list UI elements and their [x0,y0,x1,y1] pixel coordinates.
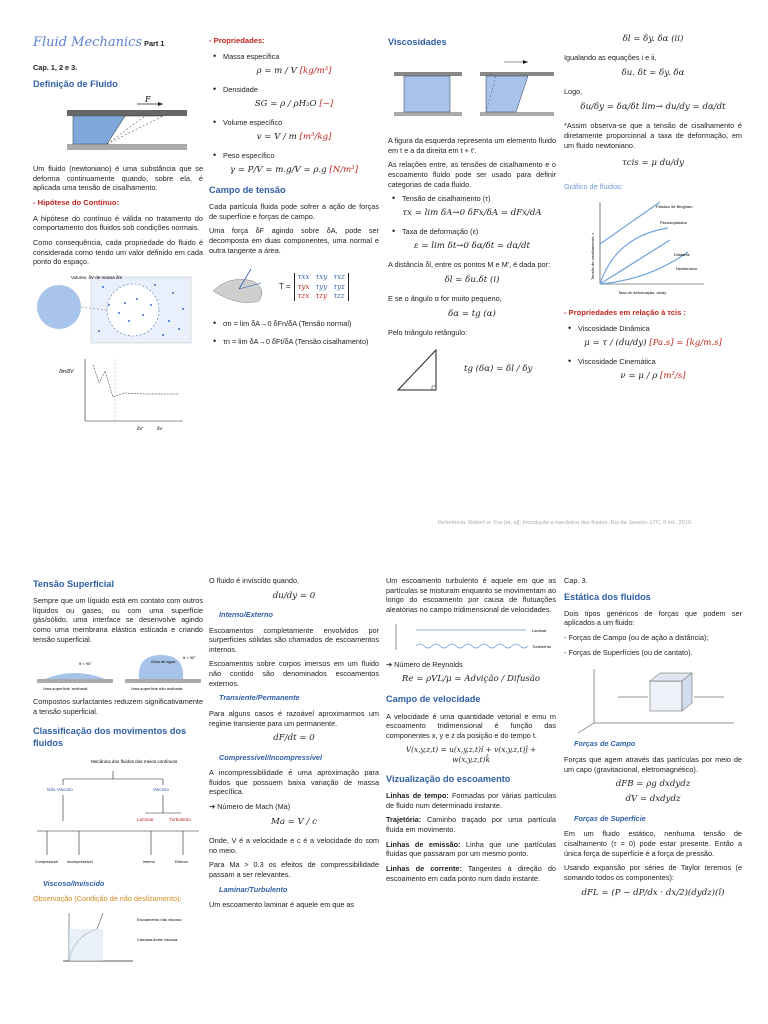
viz-term: Linhas de emissão: [386,839,461,849]
cv-text: A velocidade é uma quantidade vetorial e emu m escoamento tridimensional é função das componentes x, y e z da posição e do tempo t. [386,711,556,740]
lam-text: Um escoamento laminar é aquele em que as [209,900,355,910]
tensor-cell: τxx [297,273,310,282]
eq-v: V(x,y,z,t) = u(x,y,z,t)î + v(x,y,z,t)ĵ + w(x,y,z,t)k̂ [405,745,537,765]
equal-text: Igualando as equações i e ii, [564,53,657,63]
chapters: Cap. 1, 2 e 3. [33,63,78,73]
visc-cin-eq: ν = μ / ρ [620,370,658,381]
viz-def: Caminho traçado por uma partícula fluida em movimento. [386,815,556,835]
shear-figure [33,96,203,158]
visc-cin-unit: [m²/s] [660,370,686,381]
stress-tensor [294,273,349,301]
prop-formula: v = V / m [256,131,297,142]
drop-angle-2: θ > 90° [183,655,196,661]
eq-ii: δl = δy. δα (ii) [622,34,684,44]
tree-lam: Laminar [137,816,154,822]
bl-label-1: Escoamento não viscoso [137,917,182,923]
prop-item-3 [223,118,379,128]
curve-label-pseudo: Pseudoplástico [660,220,688,226]
curve-label-newton: Newtoniano [676,266,698,272]
visc-din: • Viscosidade Dinâmica [578,324,742,334]
reynolds-label: Número de Reynolds [394,659,463,669]
prop-formula: γ = P/V = m.g/V = ρ.g [229,164,327,175]
small-angle-text: E se o ângulo α for muito pequeno, [388,294,502,304]
tensor-cell: τzz [333,291,345,300]
tensor-cell: τzy [315,291,327,300]
continuum-figure [33,273,203,433]
viz-item-3 [386,840,556,859]
int-text: Escoamentos completamente envolvidos por surperficies sólidas são chamados de escoamentos internos. [209,625,379,654]
class-heading: Classificação dos movimentos dos fluidos [33,725,187,748]
eq-ma: Ma = V / c [271,816,317,827]
tensor-label: T = [279,281,291,291]
visc-inv-heading: Viscoso/Invíscido [43,878,105,888]
hyp-heading: - Hipótese do Contínuo: [33,197,120,207]
est-item-1: - Forças de Campo (ou de ação a distância); [564,633,709,643]
tensor-cell: τyz [333,282,345,291]
prop-eq-1 [209,66,379,77]
rel-heading: - Propriedades em relação à τcis : [564,308,686,318]
hyp-text-1: A hipótese do contínuo é válida no tratamento do comportamento dos fluidos sob condições normais. [33,213,203,233]
top-col-2 [209,34,379,350]
graph-ylabel: Tensão de cisalhamento, τ [590,233,595,281]
logo-text: Logo, [564,87,583,97]
prop-formula: ρ = m / V [256,65,297,76]
prop-item-1 [223,52,379,62]
visc-heading: Viscosidades [388,37,447,47]
visc-din-unit: [Pa.s] = [kg/m.s] [649,337,722,348]
tau-eq: • τn = lim δA→0 δFt/δA (Tensão cisalhamento) [223,337,379,347]
tree-incomp: Incompressível [67,859,93,864]
viz-term: Trajetória: [386,815,422,825]
viz-heading: Vizualização do escoamento [386,774,511,785]
prop-unit: [−] [319,98,334,109]
eq-re: Re = ρVL/μ = Advição / Difusão [401,674,541,685]
turb-text: Um escoamento turbulento é aquele em que as partículas se misturam enquanto se movimentam ao longo do escoamento por causa de flutuações aleatórias no campo tridimensional de velocidades. [386,576,556,614]
graph-xlabel: Taxa de deformação, du/dy [618,290,667,296]
eq-dfdt: dF/dt = 0 [273,733,315,744]
drop-label-water: Gota de água [151,659,176,665]
boundary-layer-figure [33,909,203,963]
dm-label: δm/δV [59,368,74,375]
visc-din-eq: μ = τ / (du/dy) [584,337,647,348]
title-row [33,34,203,51]
viz-def: Tangentes à direção do escoamento em cada ponto num dado instante. [386,863,556,883]
tree-int: Interno [143,859,155,864]
eq-i: δl = δu.δt (i) [444,274,500,285]
def-text: Um fluido (newtoniano) é uma substância que se deforma continuamente quando, sobre ela, é aplicada uma tensão de cisalhamento. [33,163,203,193]
obs-heading: Observação (Condição de não deslizamento): [33,894,182,904]
campo-text-1: Cada partícula fluida pode sofrer a ação de forças de superfície e forças de campo. [209,202,379,221]
visc-eq-2: ε = lim δt→0 δα/δt = dα/dt [414,240,530,251]
visc-cin-eq-row [564,371,742,382]
viz-def: Linha que une partículas fluidas que passaram por um mesmo ponto. [386,839,556,859]
tensor-cell: τyy [315,282,328,291]
volume-label: Volume, δV de massa δm [71,274,123,280]
triangle-row [388,344,556,396]
tree-comp: Compressível [35,859,59,864]
trans-text: Para alguns casos é razoável aproximarmos um regime transiente para um permanente. [209,708,379,728]
flow-figure [386,620,556,654]
visc-cin: • Viscosidade Cinemática [578,357,742,367]
eq-taylor: dFL = (P − dP/dx · dx/2)(dydz)(î) [581,887,725,898]
comp-heading: Compressível/Incompressível [219,752,323,762]
tensor-cell: τzx [297,291,310,300]
eq-limit: δu/δy = δα/δt lim→ du/dy = dα/dt [580,101,726,112]
drop-caption-1: Uma superfície 'molhada' [43,686,88,692]
ts-text: Sempre que um líquido está em contato com outros líquidos ou gases, ou com uma superfície gás/sólido, uma interface se desenvolve agindo como uma membrana elástica esticada e criando tensão superficial. [33,596,203,644]
top-col-3 [388,34,556,396]
visc-item-1: • Tensão de cisalhamento (τ) [402,194,556,204]
fs-heading: Forças de Superfície [574,813,646,823]
mach-text-2: Para Ma > 0.3 os efeitos de compressibilidade passam a ser relevantes. [209,860,379,879]
cv-heading: Campo de velocidade [386,694,481,705]
dist-text: A distância δl, entre os pontos M e M', é dada por: [388,260,551,270]
mach-item: ➔ Número de Mach (Ma) [209,802,291,812]
inv-text: O fluido é invíscido quando, [209,576,300,585]
ts-heading: Tensão Superficial [33,579,115,589]
flow-label-turb: Turbulento [532,643,551,649]
bottom-col-2 [209,576,379,915]
props-heading: - Propriedades: [209,36,265,45]
est-heading: Estática dos fluidos [564,591,651,602]
cube-figure [564,663,742,733]
top-col-4 [564,34,742,390]
eq-fb: dFB = ρg dxdydz [615,779,691,790]
prop-name: Massa específica [223,52,280,62]
prop-eq-4 [209,165,379,176]
curve-label-dilat: Dilatante [674,252,690,258]
force-label: F [145,95,151,104]
drop-angle-1: θ < 90° [79,661,92,667]
def-heading: Definição de Fluido [33,78,118,89]
bottom-sheet [0,570,768,1024]
surf-text: Compostos surfactantes reduzem significativamente a tensão superficial. [33,697,203,716]
bottom-col-3 [386,576,556,888]
surface-element-figure [209,265,273,309]
fc-text: Forças que agem através das partículas por meio de um capo (gravitacional, eletromagnético). [564,754,742,774]
graph-heading: Gráfico de fluidos: [564,181,623,191]
est-text: Dois tipos genéricos de forças que podem ser aplicados a um fluido: [564,608,742,628]
visc-text-2: As relações entre, as tensões de cisalhamento e o escoamento fluido pode ser usado para definir categorias de cada fluido. [388,160,556,189]
campo-text-2: Uma força δF agindo sobre δA, pode ser decomposta em duas componentes, uma normal e outra tangente a área. [209,226,379,255]
prop-item-2 [223,85,379,95]
fc-heading: Forças de Campo [574,739,636,749]
prop-eq-2 [209,99,379,110]
tree-root: Mecânica dos fluidos dos meios contínuos [91,758,178,764]
prop-unit: [N/m³] [329,164,359,175]
obs-text: *Assim observa-se que a tensão de cisalhamento é diretamente proporcional a taxa de deformação, em um fluido newtoniano. [564,121,742,150]
taylor-text: Usando expansão por séries de Taylor teremos (e somando todos os componentes): [564,863,742,882]
tree-nv: Não Viscoso [47,786,73,792]
prop-item-4 [223,151,379,161]
eq-combined: δu. δt = δy. δα [621,67,685,78]
est-item-2: - Forças de Superfícies (ou de cantato). [564,647,693,657]
fluid-graph [564,196,742,300]
triangle-text: Pelo triângulo retângulo: [388,328,468,338]
visc-item-2: • Taxa de deformação (ε) [402,227,556,237]
tensor-cell: τyx [297,282,310,291]
reference: Referência: Robert w. Fox [et. al], Introdução a mecânica dos fluidos, Rio de Janeiro: LTC, 9 ed., 2019. [438,520,693,526]
eq-tg: δα = tg (α) [448,308,496,319]
element-figure [388,54,556,130]
bl-label-2: Camada-limite viscosa [137,937,178,943]
campo-heading: Campo de tensão [209,184,286,195]
lam-turb-heading: Laminar/Turbulento [219,884,288,894]
part-label: Part 1 [144,39,165,48]
tree-ext: Externo [175,859,189,864]
hyp-text-2: Como consequência, cada propriedade do fluido é considerada como tendo um valor definido em cada ponto do espaço. [33,238,203,267]
eq-tcis: τcis = μ du/dy [622,158,684,169]
bottom-col-1 [33,576,203,963]
trans-heading: Transiente/Permanente [219,693,300,703]
tensor-cell: τxz [333,273,345,282]
viz-def: Formadas por várias partículas de fluido num determinado instante. [386,791,557,810]
axis-label-1: δV' [137,425,144,431]
ext-text: Escoamentos sobre corpos imersos em um fluido não contido são denominados escoamentos externos. [209,659,379,688]
axis-label-2: δV [157,425,163,431]
prop-name: Volume específico [223,117,283,127]
eq-tg2: tg (δα) = δl / δy [464,364,533,375]
fs-text: Em um fluido estático, nenhuma tensão de cisalhamento (τ = 0) pode estar presente. Então a única força de superfície é a força de pressão. [564,829,742,858]
mach-text: Onde, V é a velocidade e c é a velocidade do som no meio. [209,836,379,855]
prop-formula: SG = ρ / ρH₂O [254,98,317,109]
prop-name: Densidade [223,84,258,94]
eq-dudy: du/dy = 0 [272,590,316,601]
reynolds-item: ➔ Número de Reynolds [386,659,463,669]
viz-term: Linhas de corrente: [386,863,462,873]
viz-item-2 [386,815,556,834]
triangle-figure [388,344,458,396]
prop-unit: [kg/m³] [299,65,332,76]
sigma-eq: • σn = lim δA→0 δFn/δA (Tensão normal) [223,319,379,329]
cap3: Cap. 3. [564,576,588,585]
tree-v: Viscoso [153,786,170,792]
mach-label: Número de Mach (Ma) [217,802,291,812]
curve-label-bingham: Plástico de Bingham [656,204,693,210]
prop-name: Peso específico [223,150,275,160]
viz-item-4 [386,864,556,883]
tree-turb: Turbulento [169,816,191,822]
bottom-col-4 [564,576,742,907]
prop-eq-3 [209,132,379,143]
comp-text: A incompressibilidade é uma aproximação para fluidos que possuem baixa variação de massa específica. [209,768,379,797]
int-ext-heading: Interno/Externo [219,609,273,619]
top-col-1 [33,34,203,433]
flow-label-lam: Laminar [532,627,547,633]
droplet-figure [33,649,203,693]
doc-title: Fluid Mechanics [33,35,143,50]
tensor-block [209,265,379,309]
tensor-cell: τxy [315,273,328,282]
visc-din-eq-row [564,338,742,349]
class-tree [33,755,203,873]
eq-dv: dV = dxdydz [625,794,681,805]
visc-eq-1: τx = lim δA→0 δFx/δA = dFx/dA [402,207,542,218]
visc-fig-text: A figura da esquerda representa um elemento fluido em t e a da direita em t + t'. [388,136,556,155]
viz-term: Linhas de tempo: [386,791,449,801]
prop-unit: [m³/kg] [299,131,332,142]
viz-item-1 [386,791,556,810]
drop-caption-2: Uma superfície não molhada [131,686,183,692]
